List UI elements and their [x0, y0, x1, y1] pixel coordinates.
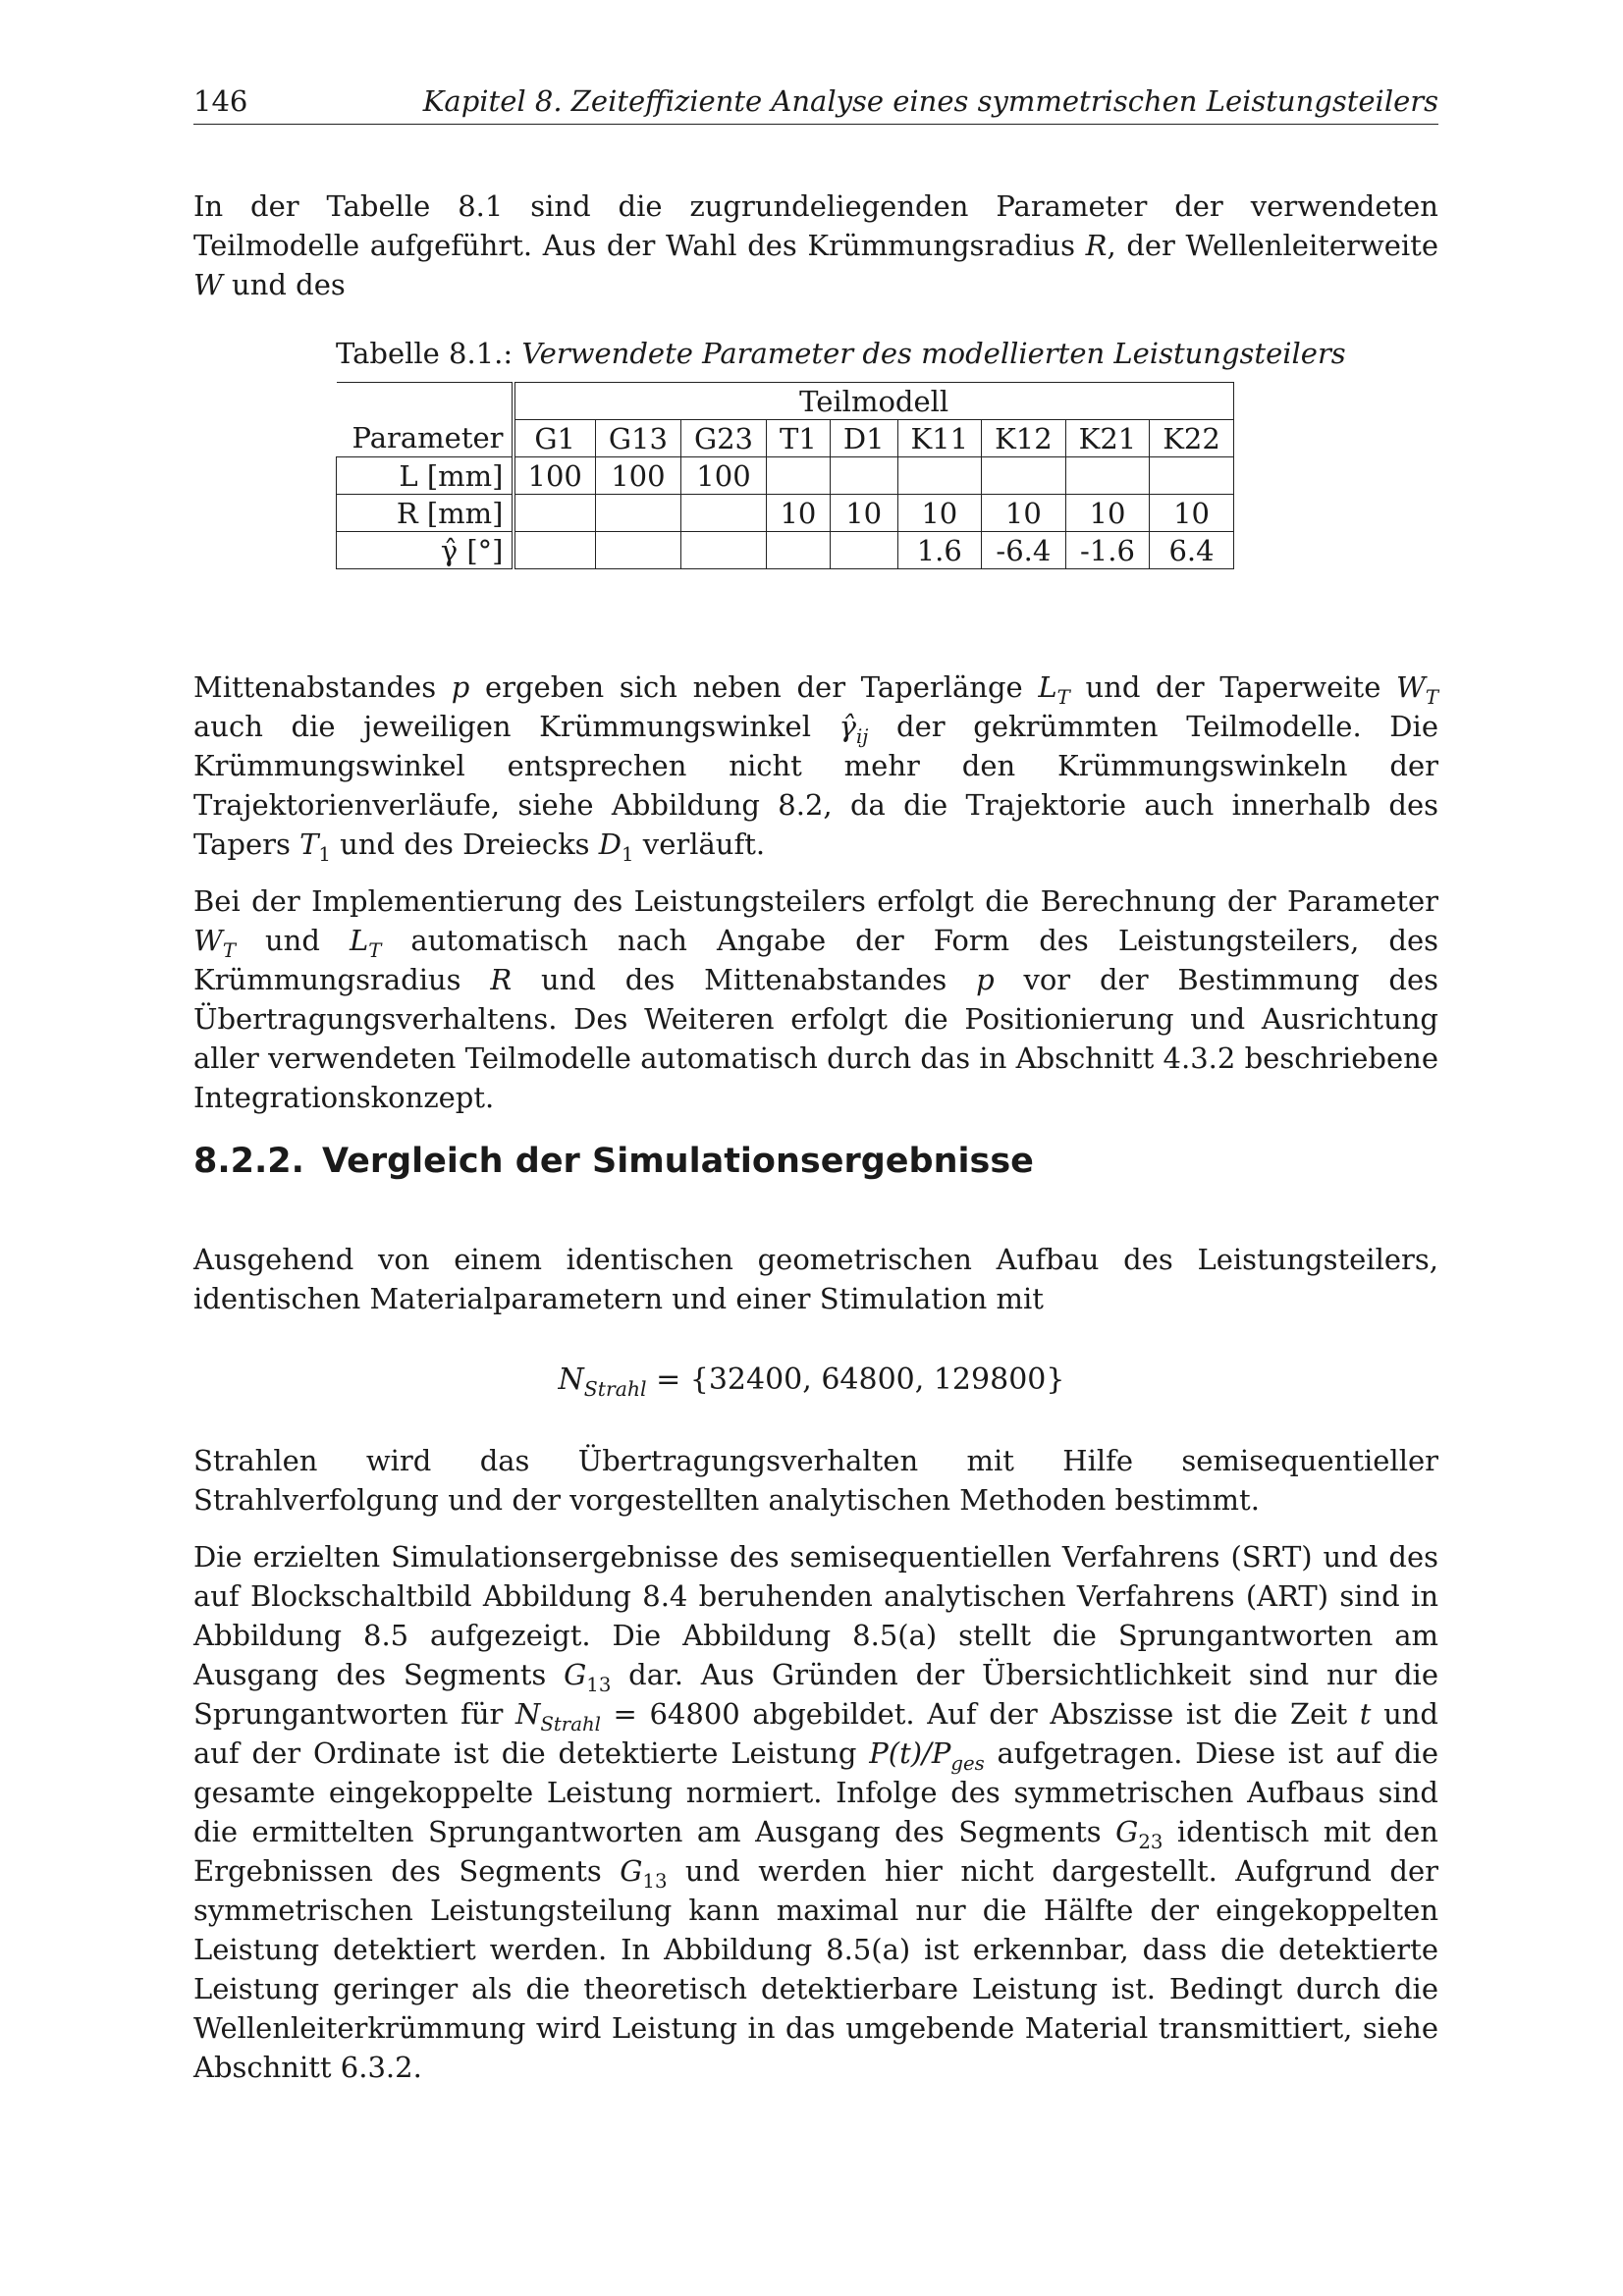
table-cell: 10 — [767, 495, 831, 532]
table-cell — [830, 532, 897, 569]
table-cell — [897, 457, 982, 495]
table-cell — [514, 532, 596, 569]
column-header: K22 — [1150, 420, 1234, 457]
paragraph-1: Mittenabstandes p ergeben sich neben der Taperlänge $L_T$ und der Taperweite $W_T$ auch die jeweiligen Krümmungswinkel $\gammâ_{ij}$ der gekrümmten Teilmodelle. Die Krümmungswinkel entsprechen nicht mehr den Krümmungswinkeln der Trajektorienverläufe, siehe Abbildung 8.2, da die Trajektorie auch innerhalb des Tapers $T_1$ und des Dreiecks $D_1$ verläuft. Bei der Implementierung des Leistungsteilers erfolgt die Berechnung der Parameter $W_T$ und $L_T$ automatisch nach Angabe der Form des Leistungsteilers, des Krümmungsradius R und des Mittenabstandes p vor der Bestimmung des Übertragungsverhaltens. Des Weiteren erfolgt die Positionierung und Ausrichtung aller verwendeten Teilmodelle automatisch durch das in Abschnitt 4.3.2 beschriebene Integrationskonzept. — [193, 670, 1439, 1114]
page-number: 146 — [193, 84, 248, 118]
row-param-label: R [mm] — [337, 495, 514, 532]
column-header: K21 — [1065, 420, 1150, 457]
column-header: T1 — [767, 420, 831, 457]
table-row — [337, 532, 1234, 569]
table-cell — [1150, 457, 1234, 495]
table-caption: Tabelle 8.1.: Verwendete Parameter des modellierten Leistungsteilers — [336, 337, 1346, 370]
column-header: G13 — [595, 420, 680, 457]
table-cell — [830, 457, 897, 495]
row-param-label: L [mm] — [337, 457, 514, 495]
column-header: G23 — [680, 420, 766, 457]
table-cell: -6.4 — [982, 532, 1066, 569]
column-header: K11 — [897, 420, 982, 457]
table-cell: 10 — [1065, 495, 1150, 532]
column-header: K12 — [982, 420, 1066, 457]
paragraph-4-5: Strahlen wird das Übertragungsverhalten mit Hilfe semisequentieller Strahlverfolgung und der vorgestellten analytischen Methoden bestimmt. Die erzielten Simulationsergebnisse des semisequentiellen Verfahrens (SRT) und des auf Blockschaltbild Abbildung 8.4 beruhenden analytischen Verfahrens (ART) sind in Abbildung 8.5 aufgezeigt. Die Abbildung 8.5(a) stellt die Sprungantworten am Ausgang des Segments $G_{13}$ dar. Aus Gründen der Übersichtlichkeit sind nur die Sprungantworten für $N_{Strahl} = 64800$ abgebildet. Auf der Abszisse ist die Zeit t und auf der Ordinate ist die detektierte Leistung $P(t)/P_{ges}$ aufgetragen. Diese ist auf die gesamte eingekoppelte Leistung normiert. Infolge des symmetrischen Aufbaus sind die ermittelten Sprungantworten am Ausgang des Segments $G_{23}$ identisch mit den Ergebnissen des Segments $G_{13}$ und werden hier nicht dargestellt. Aufgrund der symmetrischen Leistungsteilung kann maximal nur die Hälfte der eingekoppelten Leistung detektiert werden. In Abbildung 8.5(a) ist erkennbar, dass die detektierte Leistung geringer als die theoretisch detektierbare Leistung ist. Bedingt durch die Wellenleiterkrümmung wird Leistung in das umgebende Material transmittiert, siehe Abschnitt 6.3.2. — [193, 1444, 1438, 2084]
row-param-label: γ̂ [°] — [337, 532, 514, 569]
table-cell — [982, 457, 1066, 495]
table-cell — [1065, 457, 1150, 495]
table-columns-row — [337, 420, 1234, 457]
group-header: Teilmodell — [514, 383, 1234, 420]
table-cell — [680, 532, 766, 569]
table-cell: 6.4 — [1150, 532, 1234, 569]
table-cell — [595, 495, 680, 532]
table-header-row — [337, 383, 1234, 420]
table-cell — [680, 495, 766, 532]
table-cell: 10 — [830, 495, 897, 532]
table-cell: -1.6 — [1065, 532, 1150, 569]
chapter-title: Kapitel 8. Zeiteffiziente Analyse eines symmetrischen Leistungsteilers — [422, 84, 1438, 118]
table-cell: 100 — [680, 457, 766, 495]
paragraph-3: Ausgehend von einem identischen geometrischen Aufbau des Leistungsteilers, identischen Materialparametern und einer Stimulation mit — [193, 1243, 1438, 1315]
param-header: Parameter — [337, 420, 514, 457]
running-header — [193, 84, 1438, 125]
table-cell — [767, 532, 831, 569]
equation: $N_{Strahl} = \{32400$, 64800, 129800} — [558, 1362, 1065, 1401]
table-cell: 100 — [595, 457, 680, 495]
table-cell — [514, 495, 596, 532]
parameter-table — [336, 382, 1234, 569]
section-heading — [193, 1142, 1034, 1181]
table-row — [337, 495, 1234, 532]
table-cell: 100 — [514, 457, 596, 495]
table-cell: 10 — [897, 495, 982, 532]
table-cell: 10 — [1150, 495, 1234, 532]
intro-paragraph: In der Tabelle 8.1 sind die zugrundeliegenden Parameter der verwendeten Teilmodelle aufgeführt. Aus der Wahl des Krümmungsradius R, der Wellenleiterweite W und des — [193, 189, 1438, 301]
table-cell — [595, 532, 680, 569]
table-row — [337, 457, 1234, 495]
section-number: 8.2.2. — [193, 1142, 304, 1181]
section-title: Vergleich der Simulationsergebnisse — [321, 1142, 1034, 1181]
table-cell: 1.6 — [897, 532, 982, 569]
table-cell: 10 — [982, 495, 1066, 532]
column-header: G1 — [514, 420, 596, 457]
table-cell — [767, 457, 831, 495]
column-header: D1 — [830, 420, 897, 457]
